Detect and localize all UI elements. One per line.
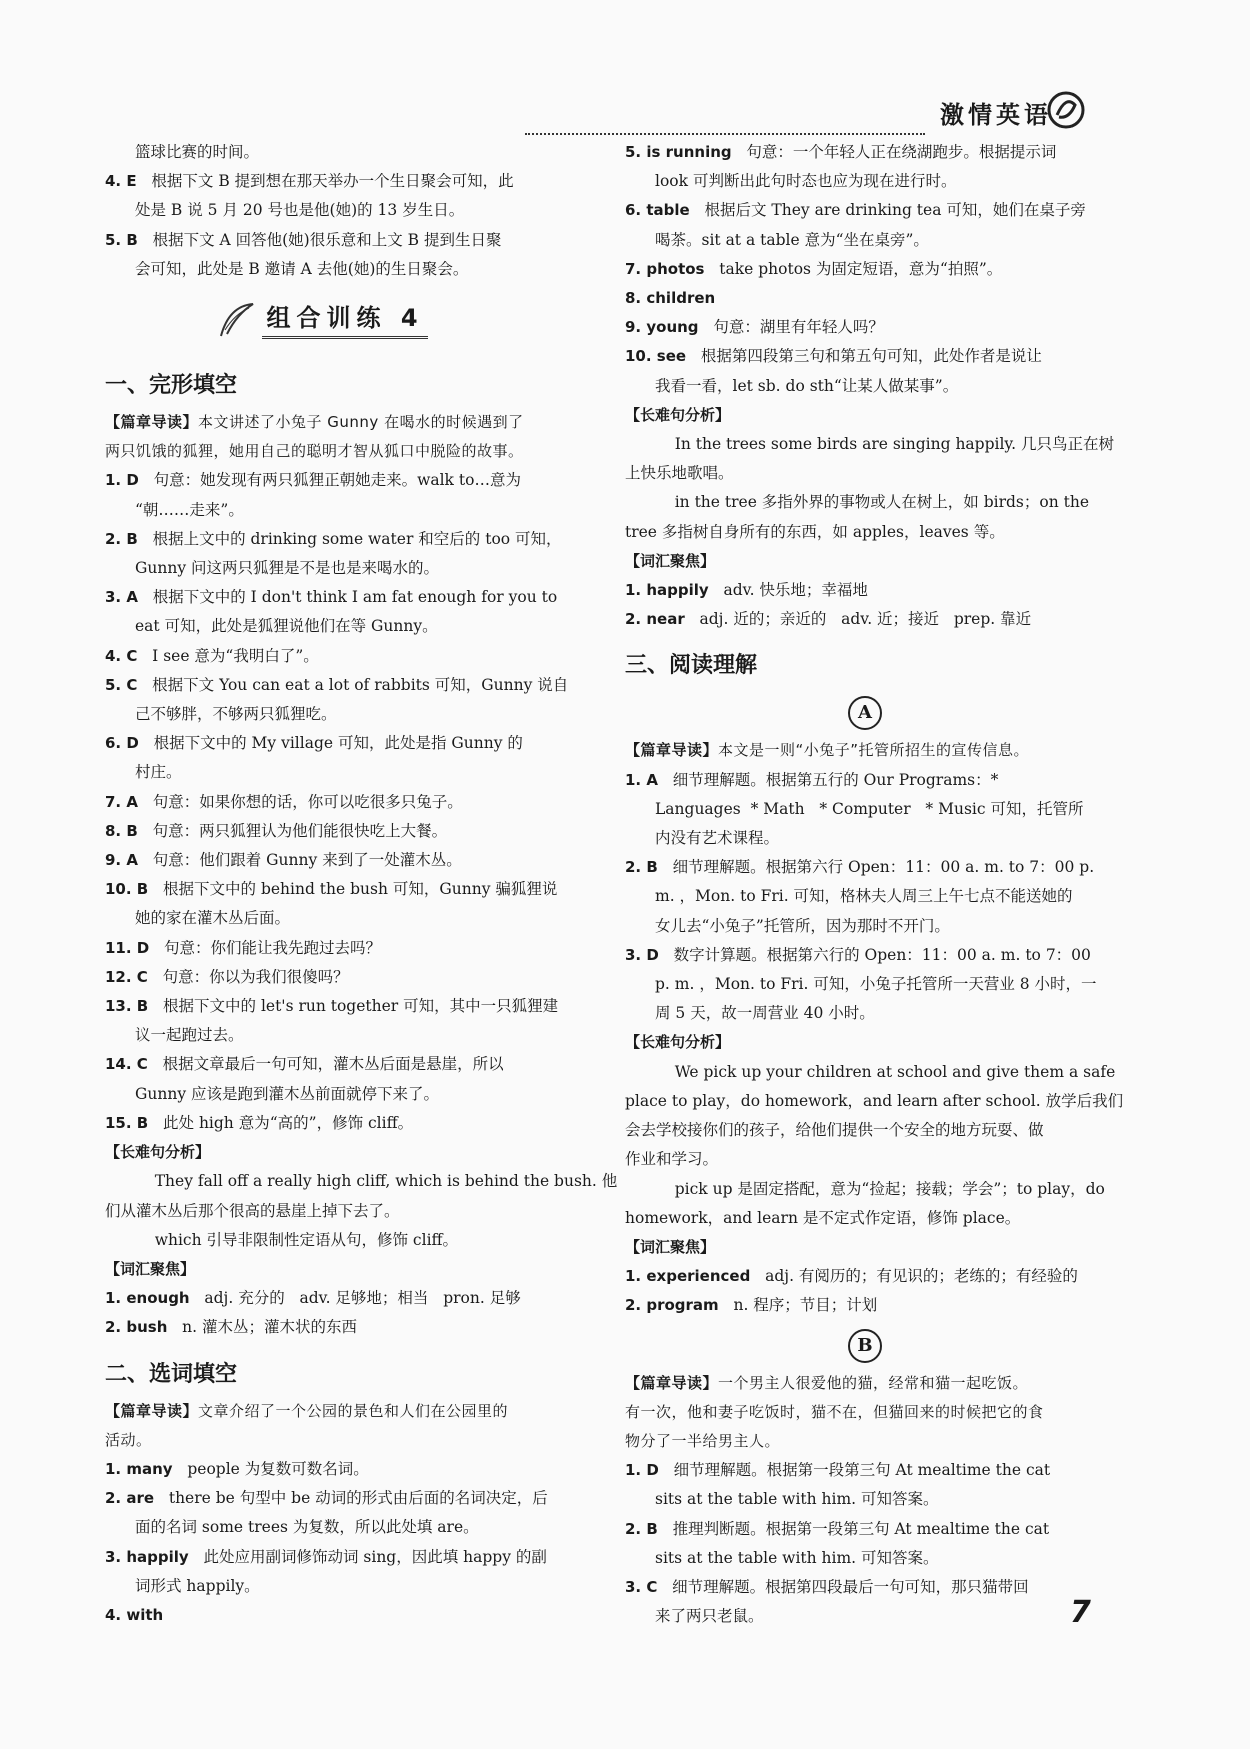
answer-line [625,196,1105,225]
answer-line [105,1226,585,1255]
answer-line [625,430,1114,459]
answer-number: 5. B [105,230,138,249]
line-text: 本文是一则“小兔子”托管所招生的宣传信息。 [718,741,1030,760]
unit-heading [105,298,585,346]
line-text: 女儿去“小兔子”托管所，因为那时不开门。 [655,916,950,935]
answer-line [105,846,585,875]
answer-line [105,1284,585,1313]
line-text: 根据后文 They are drinking tea 可知，她们在桌子旁 [689,201,1086,220]
answer-number: 2. B [625,858,658,877]
line-text: m. ，Mon. to Fri. 可知，格林夫人周三上午七点不能送她的 [655,887,1073,906]
line-text: 处是 B 说 5 月 20 号也是他(她)的 13 岁生日。 [135,201,465,220]
line-text: 有一次，他和妻子吃饭时，猫不在，但猫回来的时候把它的食 [625,1402,1044,1421]
line-text: They fall off a really high cliff, which is behind the bush. 他 [135,1172,618,1191]
answer-line [105,729,585,758]
line-text: 来了两只老鼠。 [655,1607,764,1626]
answer-number: 10. B [105,880,149,899]
answer-line [625,342,1105,371]
line-text: adv. 快乐地；幸福地 [708,581,868,600]
line-text: pick up 是固定搭配，意为“捡起；接载；学会”；to play，do [655,1179,1105,1198]
answer-line [625,1233,1105,1262]
answer-number: 2. bush [105,1318,168,1337]
answer-number: 1. D [105,471,139,490]
line-text: 会可知，此处是 B 邀请 A 去他(她)的生日聚会。 [135,259,469,278]
line-text: I see 意为“我明白了”。 [137,646,319,665]
answer-number: 13. B [105,997,149,1016]
line-text: people 为复数可数名词。 [172,1459,369,1478]
answer-line [625,999,1105,1028]
right-top-block [625,138,1114,634]
answer-line [105,1021,585,1050]
answer-line [625,1291,1105,1320]
line-text: 两只饥饿的狐狸，她用自己的聪明才智从狐口中脱险的故事。 [105,442,524,461]
line-text: adj. 有阅历的；有见识的；老练的；有经验的 [750,1267,1078,1286]
answer-number: 9. young [625,318,699,337]
line-text: 此处应用副词修饰动词 sing，因此填 happy 的副 [188,1547,547,1566]
answer-line [105,700,585,729]
answer-line [625,1398,1105,1427]
answer-line [105,642,585,671]
answer-line [105,1543,585,1572]
answer-line [625,1087,1124,1116]
line-text: 内没有艺术课程。 [655,829,780,848]
answer-line [625,1573,1105,1602]
line-text: 此处 high 意为“高的”，修饰 cliff。 [148,1113,414,1132]
answer-line [105,408,585,437]
answer-number: 9. A [105,851,138,870]
line-text: place to play，do homework，and learn after school. 放学后我们 [625,1091,1124,1110]
answer-number: 4. E [105,172,137,191]
answer-line [625,1028,1105,1057]
answer-line [625,853,1105,882]
answer-line [105,466,585,495]
answer-line [625,1456,1105,1485]
line-text: 句意：如果你想的话，你可以吃很多只兔子。 [137,792,463,811]
line-text: 作业和学习。 [625,1150,719,1169]
line-text: 推理判断题。根据第一段第三句 At mealtime the cat [657,1519,1050,1538]
line-text: 句意：你们能让我先跑过去吗？ [149,938,382,957]
answer-line [105,904,585,933]
line-text: 句意：两只狐狸认为他们能很快吃上大餐。 [137,821,448,840]
answer-line [625,1427,1105,1456]
answer-line [625,912,1105,941]
answer-number: 1. enough [105,1289,190,1308]
line-text: 物分了一半给男主人。 [625,1431,781,1450]
line-text: sits at the table with him. 可知答案。 [655,1490,939,1509]
line-text: 根据上文中的 drinking some water 和空后的 too 可知， [137,529,562,548]
answer-line [105,1513,585,1542]
answer-line [105,1426,585,1455]
line-text: tree 多指树自身所有的东西，如 apples，leaves 等。 [625,522,1005,541]
line-text: 根据文章最后一句可知，灌木丛后面是悬崖，所以 [147,1055,504,1074]
section-cloze-title: 一、完形填空 [105,373,238,399]
line-text: 会去学校接你们的孩子，给他们提供一个安全的地方玩耍、做 [625,1121,1044,1140]
answer-line [105,138,585,167]
answer-line [625,459,1105,488]
line-text: 活动。 [105,1430,152,1449]
page-number: 7 [1070,1595,1091,1630]
line-text: Gunny 应该是跑到灌木丛前面就停下来了。 [135,1084,440,1103]
answer-number: 4. C [105,646,138,665]
answer-number: 3. C [625,1577,658,1596]
line-text: 面的名词 some trees 为复数，所以此处填 are。 [135,1518,479,1537]
answer-line [625,1116,1105,1145]
answer-line [105,934,585,963]
line-text: 根据下文中的 I don't think I am fat enough for you to [137,588,558,607]
line-text: 根据下文 B 提到想在那天举办一个生日聚会可知，此 [136,172,514,191]
line-text: 她的家在灌木丛后面。 [135,909,291,928]
line-text: 根据下文中的 let's run together 可知，其中一只狐狸建 [148,997,559,1016]
answer-line [105,496,585,525]
answer-number: 7. A [105,792,138,811]
answer-number: 4. with [105,1605,164,1624]
answer-line [625,255,1105,284]
answer-line [625,941,1105,970]
unit-title: 组合训练 4 [262,304,427,339]
answer-line [105,671,585,700]
line-text: 数字计算题。根据第六行的 Open：11：00 a. m. to 7：00 [658,945,1091,964]
line-text: 上快乐地歌唱。 [625,464,734,483]
answer-number: 1. happily [625,581,709,600]
line-text: 一个男主人很爱他的猫，经常和猫一起吃饭。 [718,1373,1029,1392]
line-text: 喝茶。sit at a table 意为“坐在桌旁”。 [655,230,929,249]
answer-line [105,1197,585,1226]
answer-number: 3. D [625,945,659,964]
answer-number: 11. D [105,938,150,957]
answer-number: 6. D [105,734,139,753]
answer-line [625,736,1105,765]
answer-number: 1. many [105,1459,173,1478]
answer-line [105,1397,585,1426]
answer-line [105,583,585,612]
right-column [625,138,1124,1631]
answer-number: 8. B [105,821,138,840]
line-text: 句意：一个年轻人正在绕湖跑步。根据提示词 [731,143,1057,161]
line-text: 议一起跑过去。 [135,1026,244,1045]
line-text: p. m. ，Mon. to Fri. 可知，小兔子托管所一天营业 8 小时，一 [655,975,1097,994]
answer-number: 1. experienced [625,1267,751,1286]
answer-line [625,1485,1105,1514]
answer-line [625,138,1105,167]
left-top-block [105,138,585,284]
line-text: 句意：他们跟着 Gunny 来到了一处灌木丛。 [137,851,462,870]
section-word-fill-title: 二、选词填空 [105,1361,238,1387]
line-text: adj. 近的；亲近的 adv. 近；接近 prep. 靠近 [684,610,1032,629]
line-text: 根据第四段第三句和第五句可知，此处作者是说让 [686,347,1042,366]
answer-line [625,1058,1116,1087]
line-text: there be 句型中 be 动词的形式由后面的名词决定，后 [154,1489,548,1508]
answer-line [105,226,585,255]
line-text: 句意：她发现有两只狐狸正朝她走来。walk to…意为 [138,471,521,490]
answer-line [105,875,585,904]
line-text: n. 程序；节目；计划 [718,1296,878,1315]
line-text: 根据下文中的 behind the bush 可知，Gunny 骗狐狸说 [148,880,558,899]
line-text: 本文讲述了小兔子 Gunny 在喝水的时候遇到了 [198,413,524,432]
answer-number: 7. photos [625,259,705,278]
answer-number: 6. table [625,201,690,220]
answer-line [625,766,1105,795]
line-text: We pick up your children at school and give them a safe [655,1062,1116,1081]
line-text: 句意：你以为我们很傻吗？ [147,967,349,986]
answer-line [105,1313,585,1342]
answer-line [105,554,585,583]
section-tag: 【词汇聚焦】 [625,551,716,570]
page-header [525,95,1095,135]
line-text: n. 灌木丛；灌木状的东西 [167,1318,358,1337]
section-tag: 【长难句分析】 [105,1143,211,1162]
answer-number: 14. C [105,1055,148,1074]
line-text: sits at the table with him. 可知答案。 [655,1548,939,1567]
line-text: which 引导非限制性定语从句，修饰 cliff。 [135,1230,459,1249]
answer-line [625,576,1105,605]
answer-line [105,1484,585,1513]
answer-line [105,437,585,466]
answer-line [625,970,1105,999]
answer-line [625,1515,1105,1544]
answer-line [105,1138,585,1167]
answer-line [625,1369,1105,1398]
line-text: 村庄。 [135,763,182,782]
answer-line [105,1167,618,1196]
line-text: 细节理解题。根据第六行 Open：11：00 a. m. to 7：00 p. [657,858,1095,877]
answer-number: 1. D [625,1461,659,1480]
line-text: in the tree 多指外界的事物或人在树上，如 birds；on the [655,493,1090,512]
line-text: 篮球比赛的时间。 [135,143,260,161]
answer-number: 1. A [625,770,658,789]
answer-line [625,488,1105,517]
section-tag: 【词汇聚焦】 [105,1259,196,1278]
answer-line [105,612,585,641]
answer-line [625,824,1105,853]
answer-line [105,255,585,284]
answer-line [105,817,585,846]
section-reading-title: 三、阅读理解 [625,653,758,679]
line-text: 细节理解题。根据第一段第三句 At mealtime the cat [658,1461,1051,1480]
answer-line [105,196,585,225]
answer-line [625,605,1105,634]
answer-line [105,963,585,992]
line-text: 己不够胖，不够两只狐狸吃。 [135,705,337,724]
answer-line [105,525,585,554]
answer-line [625,547,1105,576]
section-tag: 【篇章导读】 [105,1401,199,1420]
answer-line [625,1204,1105,1233]
book-logo-icon [1045,89,1087,131]
header-divider [525,133,925,135]
feather-decoration-icon [217,300,257,340]
line-text: Languages * Math * Computer * Music 可知，托管所 [655,799,1084,818]
answer-line [625,401,1105,430]
line-text: In the trees some birds are singing happily. 几只鸟正在树 [655,435,1114,454]
answer-line [105,1109,585,1138]
section-tag: 【篇章导读】 [625,1373,719,1392]
answer-line [625,372,1105,401]
left-column [105,138,618,1630]
passage-a-marker: A [625,696,1105,730]
section-tag: 【长难句分析】 [625,1033,731,1052]
line-text: “朝……走来”。 [135,500,244,519]
answer-line [625,1262,1105,1291]
line-text: 细节理解题。根据第五行的 Our Programs：* [657,770,999,789]
line-text: 细节理解题。根据第四段最后一句可知，那只猫带回 [657,1577,1029,1596]
answer-line [625,284,1105,313]
answer-line [105,1455,585,1484]
answer-number: 2. B [105,529,138,548]
section-word-fill-answers [105,1397,585,1631]
line-text: take photos 为固定短语，意为“拍照”。 [704,259,1003,278]
answer-line [625,226,1105,255]
answer-line [105,1080,585,1109]
line-text: 我看一看，let sb. do sth“让某人做某事”。 [655,376,959,395]
answer-line [625,313,1105,342]
answer-line [625,1602,1105,1631]
line-text: 文章介绍了一个公园的景色和人们在公园里的 [198,1401,509,1420]
answer-line [105,1050,585,1079]
section-tag: 【篇章导读】 [105,413,199,432]
answer-number: 15. B [105,1113,149,1132]
answer-line [105,167,585,196]
answer-number: 8. children [625,289,716,308]
line-text: adj. 充分的 adv. 足够地；相当 pron. 足够 [189,1289,521,1308]
answer-number: 5. is running [625,143,732,161]
answer-line [105,1601,585,1630]
line-text: homework，and learn 是不定式作定语，修饰 place。 [625,1208,1021,1227]
line-text: look 可判断出此句时态也应为现在进行时。 [655,172,957,191]
answer-line [625,882,1105,911]
answer-number: 3. happily [105,1547,189,1566]
answer-line [625,1145,1105,1174]
section-tag: 【长难句分析】 [625,405,731,424]
answer-line [625,518,1105,547]
answer-number: 2. program [625,1296,719,1315]
line-text: 周 5 天，故一周营业 40 小时。 [655,1004,875,1023]
answer-number: 3. A [105,588,138,607]
answer-number: 2. are [105,1489,155,1508]
line-text: 根据下文中的 My village 可知，此处是指 Gunny 的 [138,734,523,753]
answer-number: 2. near [625,610,685,629]
answer-line [105,788,585,817]
answer-number: 5. C [105,675,138,694]
section-tag: 【词汇聚焦】 [625,1237,716,1256]
line-text: 句意：湖里有年轻人吗？ [698,318,884,337]
answer-line [625,795,1105,824]
answer-line [625,167,1105,196]
line-text: eat 可知，此处是狐狸说他们在等 Gunny。 [135,617,438,636]
answer-line [625,1175,1105,1204]
line-text: 们从灌木丛后那个很高的悬崖上掉下去了。 [105,1201,400,1220]
section-tag: 【篇章导读】 [625,741,719,760]
answer-line [105,1255,585,1284]
answer-line [105,992,585,1021]
answer-line [105,758,585,787]
line-text: 根据下文 You can eat a lot of rabbits 可知，Gunny 说自 [137,675,569,694]
answer-line [105,1572,585,1601]
answer-number: 12. C [105,967,148,986]
answer-line [625,1544,1105,1573]
answer-number: 10. see [625,347,687,366]
line-text: 词形式 happily。 [135,1576,260,1595]
passage-b-marker: B [625,1329,1105,1363]
line-text: 根据下文 A 回答他(她)很乐意和上文 B 提到生日聚 [137,230,502,249]
book-title: 激情英语 [940,100,1052,129]
answer-number: 2. B [625,1519,658,1538]
line-text: Gunny 问这两只狐狸是不是也是来喝水的。 [135,559,440,578]
section-cloze-answers [105,408,618,1343]
passage-b-answers [625,1369,1105,1632]
passage-a-answers [625,736,1124,1320]
